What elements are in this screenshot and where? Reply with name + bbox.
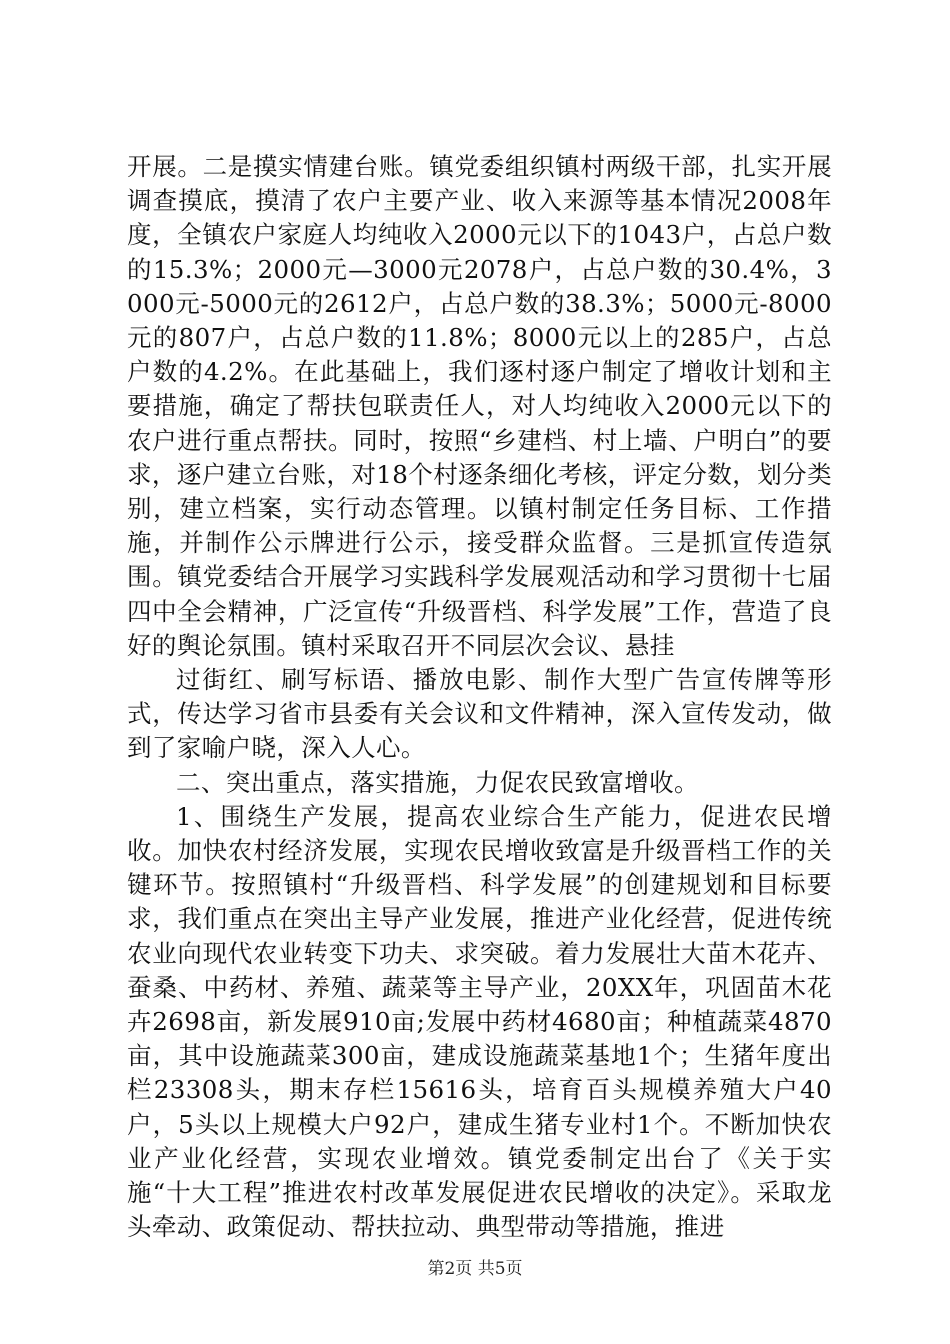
- document-body: [127, 150, 832, 1245]
- paragraph-publicity: 过街红、刷写标语、播放电影、制作大型广告宣传牌等形式，传达学习省市县委有关会议和文件精神，深入宣传发动，做到了家喻户晓，深入人心。: [127, 665, 832, 763]
- paragraph-survey-ledger: 开展。二是摸实情建台账。镇党委组织镇村两级干部，扎实开展调查摸底，摸清了农户主要产业、收入来源等基本情况2008年度，全镇农户家庭人均纯收入2000元以下的1043户，占总户数的15.3%；2000元—3000元2078户，占总户数的30.4%，3000元-5000元的2612户，占总户数的38.3%；5000元-8000元的807户，占总户数的11.8%；8000元以上的285户，占总户数的4.2%。在此基础上，我们逐村逐户制定了增收计划和主要措施，确定了帮扶包联责任人，对人均纯收入2000元以下的农户进行重点帮扶。同时，按照“乡建档、村上墙、户明白”的要求，逐户建立台账，对18个村逐条细化考核，评定分数，划分类别，建立档案，实行动态管理。以镇村制定任务目标、工作措施，并制作公示牌进行公示，接受群众监督。三是抓宣传造氛围。镇党委结合开展学习实践科学发展观活动和学习贯彻十七届四中全会精神，广泛宣传“升级晋档、科学发展”工作，营造了良好的舆论氛围。镇村采取召开不同层次会议、悬挂: [127, 152, 832, 660]
- page-number-footer: 第2页 共5页: [427, 1259, 523, 1279]
- paragraph-production-development: 1、围绕生产发展，提高农业综合生产能力，促进农民增收。加快农村经济发展，实现农民增收致富是升级晋档工作的关键环节。按照镇村“升级晋档、科学发展”的创建规划和目标要求，我们重点在突出主导产业发展，推进产业化经营，促进传统农业向现代农业转变下功夫、求突破。着力发展壮大苗木花卉、蚕桑、中药材、养殖、蔬菜等主导产业，20XX年，巩固苗木花卉2698亩，新发展910亩;发展中药材4680亩；种植蔬菜4870亩，其中设施蔬菜300亩，建成设施蔬菜基地1个；生猪年度出栏23308头，期末存栏15616头，培育百头规模养殖大户40户，5头以上规模大户92户，建成生猪专业村1个。不断加快农业产业化经营，实现农业增效。镇党委制定出台了《关于实施“十大工程”推进农村改革发展促进农民增收的决定》。采取龙头牵动、政策促动、帮扶拉动、典型带动等措施，推进: [127, 801, 832, 1242]
- section-heading-measures: 二、突出重点，落实措施，力促农民致富增收。: [176, 767, 699, 797]
